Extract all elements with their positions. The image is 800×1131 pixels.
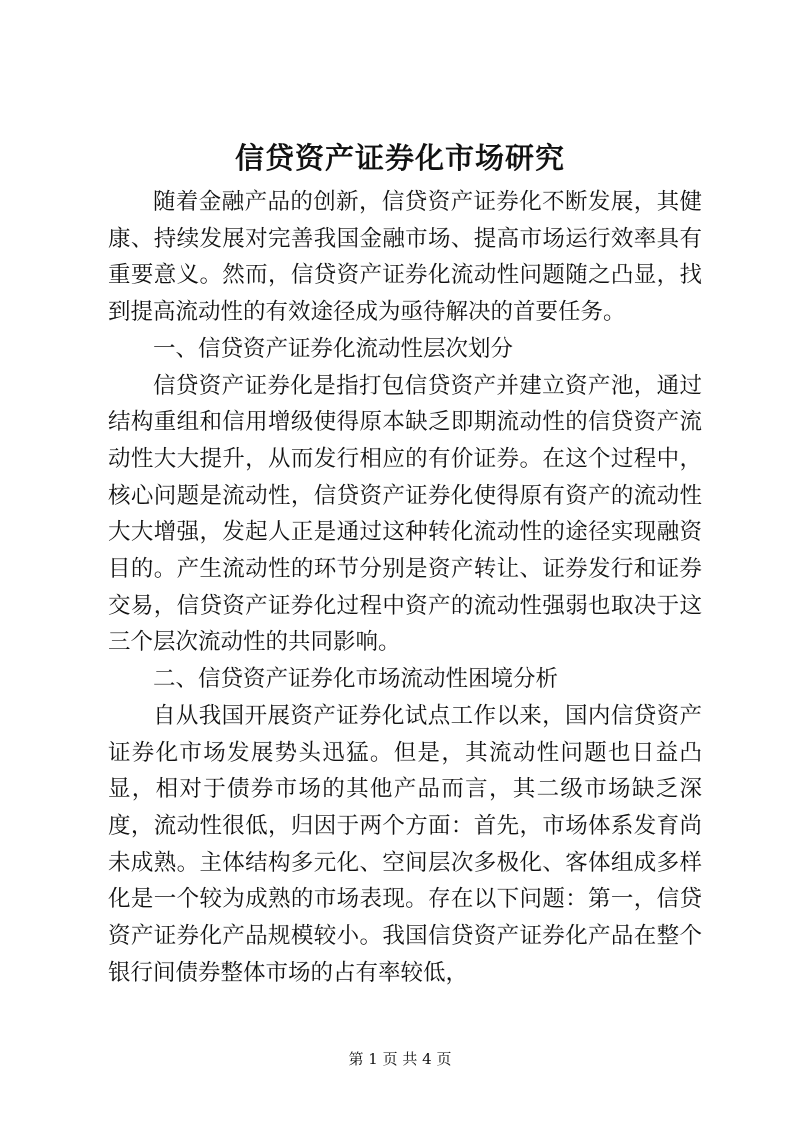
intro-paragraph: 随着金融产品的创新，信贷资产证券化不断发展，其健康、持续发展对完善我国金融市场、提高市场运行效率具有重要意义。然而，信贷资产证券化流动性问题随之凸显，找到提高流动性的有效途径成为亟待解决的首要任务。 [108,189,702,326]
section-1-paragraph: 信贷资产证券化是指打包信贷资产并建立资产池，通过结构重组和信用增级使得原本缺乏即期流动性的信贷资产流动性大大提升，从而发行相应的有价证券。在这个过程中，核心问题是流动性，信贷资产证券化使得原有资产的流动性大大增强，发起人正是通过这种转化流动性的途径实现融资目的。产生流动性的环节分别是资产转让、证券发行和证券交易，信贷资产证券化过程中资产的流动性强弱也取决于这三个层次流动性的共同影响。 [108,372,702,656]
section-heading-1: 一、信贷资产证券化流动性层次划分 [153,335,514,362]
page-number-footer: 第 1 页 共 4 页 [348,1050,452,1068]
document-body [108,184,702,991]
section-2-paragraph: 自从我国开展资产证券化试点工作以来，国内信贷资产证券化市场发展势头迅猛。但是，其流动性问题也日益凸显，相对于债券市场的其他产品而言，其二级市场缺乏深度，流动性很低，归因于两个方面：首先，市场体系发育尚未成熟。主体结构多元化、空间层次多极化、客体组成多样化是一个较为成熟的市场表现。存在以下问题：第一，信贷资产证券化产品规模较小。我国信贷资产证券化产品在整个银行间债券整体市场的占有率较低， [108,702,702,986]
section-heading-2: 二、信贷资产证券化市场流动性困境分析 [153,666,559,693]
document-title: 信贷资产证券化市场研究 [234,141,565,175]
